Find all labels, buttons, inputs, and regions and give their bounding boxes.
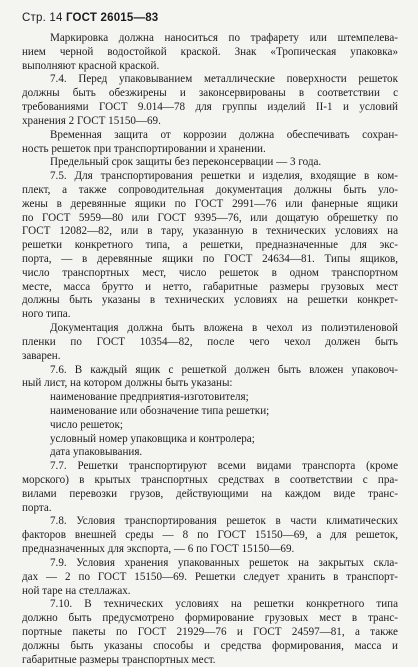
text-line: условный номер упаковщика и контролера; (50, 432, 255, 445)
text-line: решетки конкретного типа, а решетки, предназначенные для экс- (22, 239, 398, 252)
text-line: дата упаковывания. (50, 446, 143, 459)
text-line: Временная защита от коррозии должна обеспечивать сохран- (50, 128, 398, 141)
page-header (22, 12, 158, 24)
text-line: порта, — в деревянные ящики по ГОСТ 24634—81. Типы ящиков, (22, 253, 398, 265)
text-line: плект, а также сопроводительная документация должны быть уло- (22, 183, 398, 196)
text-line: по ГОСТ 5959—80 или ГОСТ 9395—76, или дощатую обрешетку по (22, 211, 398, 224)
text-line: Маркировка должна наноситься по трафарету или штемпелева- (50, 32, 398, 44)
text-line: должно быть предусмотрено формирование грузовых мест в транс- (22, 612, 398, 625)
text-line: ной таре на стеллажах. (22, 584, 131, 597)
text-line: наименование или обозначение типа решетки; (50, 404, 270, 417)
text-line: хранения 2 ГОСТ 15150—69. (22, 114, 161, 127)
page-number: Стр. 14 (22, 12, 63, 24)
text-line: наименование предприятия-изготовителя; (50, 391, 249, 404)
text-line: 7.7. Решетки транспортируют всеми видами транспорта (кроме (50, 460, 398, 473)
text-line: 7.10. В технических условиях на решетки конкретного типа (50, 598, 398, 611)
text-line: морского) в крытых транспортных средствах в соответствии с пра- (22, 474, 398, 486)
text-line: ГОСТ 12082—82, или в тару, указанную в технических условиях на (22, 225, 398, 238)
text-line: должны быть обезжирены и законсервированы в соответствии с (22, 87, 398, 100)
text-line: габаритные размеры транспортных мест. (22, 653, 216, 666)
text-line: пленки по ГОСТ 10354—82, после чего чехол должен быть (22, 335, 398, 348)
text-line: портные пакеты по ГОСТ 21929—76 и ГОСТ 24597—81, а также (22, 625, 398, 638)
text-line: 7.8. Условия транспортирования решеток в части климатических (50, 515, 398, 528)
text-line: порта. (22, 501, 52, 514)
text-line: ного типа. (22, 308, 71, 321)
text-line: ный лист, на котором должны быть указаны: (22, 377, 233, 390)
text-line: должны быть указаны в технических условиях на решетки конкрет- (22, 294, 398, 307)
text-line: жены в деревянные ящики по ГОСТ 2991—76 или фанерные ящики (22, 197, 398, 210)
text-line: предназначенных для экспорта, — 6 по ГОСТ 15150—69. (22, 543, 295, 556)
text-line: выполняют красной краской. (22, 59, 160, 72)
text-line: требованиями ГОСТ 9.014—78 для группы изделий II-1 и условий (22, 101, 398, 114)
document-body (22, 32, 398, 667)
text-line: факторов внешней среды — 8 по ГОСТ 15150—69, а для решеток, (22, 529, 398, 542)
text-line: число транспортных мест, число решеток в одном транспортном (22, 266, 398, 279)
text-line: месте, масса брутто и нетто, габаритные размеры грузовых мест (22, 280, 398, 293)
text-line: 7.9. Условия хранения упакованных решеток на закрытых скла- (50, 556, 398, 569)
text-line: должны быть указаны способы и средства формирования, масса и (22, 639, 398, 652)
text-line: 7.4. Перед упаковыванием металлические поверхности решеток (50, 73, 398, 86)
text-line: 7.5. Для транспортирования решетки и изделия, входящие в ком- (50, 170, 398, 183)
text-line: заварен. (22, 349, 61, 362)
text-line: вилами перевозки грузов, действующими на каждом виде транс- (22, 487, 398, 500)
text-line: ность решеток при транспортировании и хранении. (22, 142, 266, 155)
standard-designation: ГОСТ 26015—83 (65, 12, 159, 24)
text-line: нием черной водостойкой краской. Знак «Тропическая упаковка» (22, 45, 398, 58)
text-line: 7.6. В каждый ящик с решеткой должен быть вложен упаковоч- (50, 363, 398, 376)
text-line: Предельный срок защиты без переконсервации — 3 года. (50, 156, 322, 169)
text-line: число решеток; (50, 418, 123, 431)
text-line: Документация должна быть вложена в чехол из полиэтиленовой (50, 322, 398, 335)
text-line: дах — 2 по ГОСТ 15150—69. Решетки следует хранить в транспорт- (22, 570, 398, 583)
